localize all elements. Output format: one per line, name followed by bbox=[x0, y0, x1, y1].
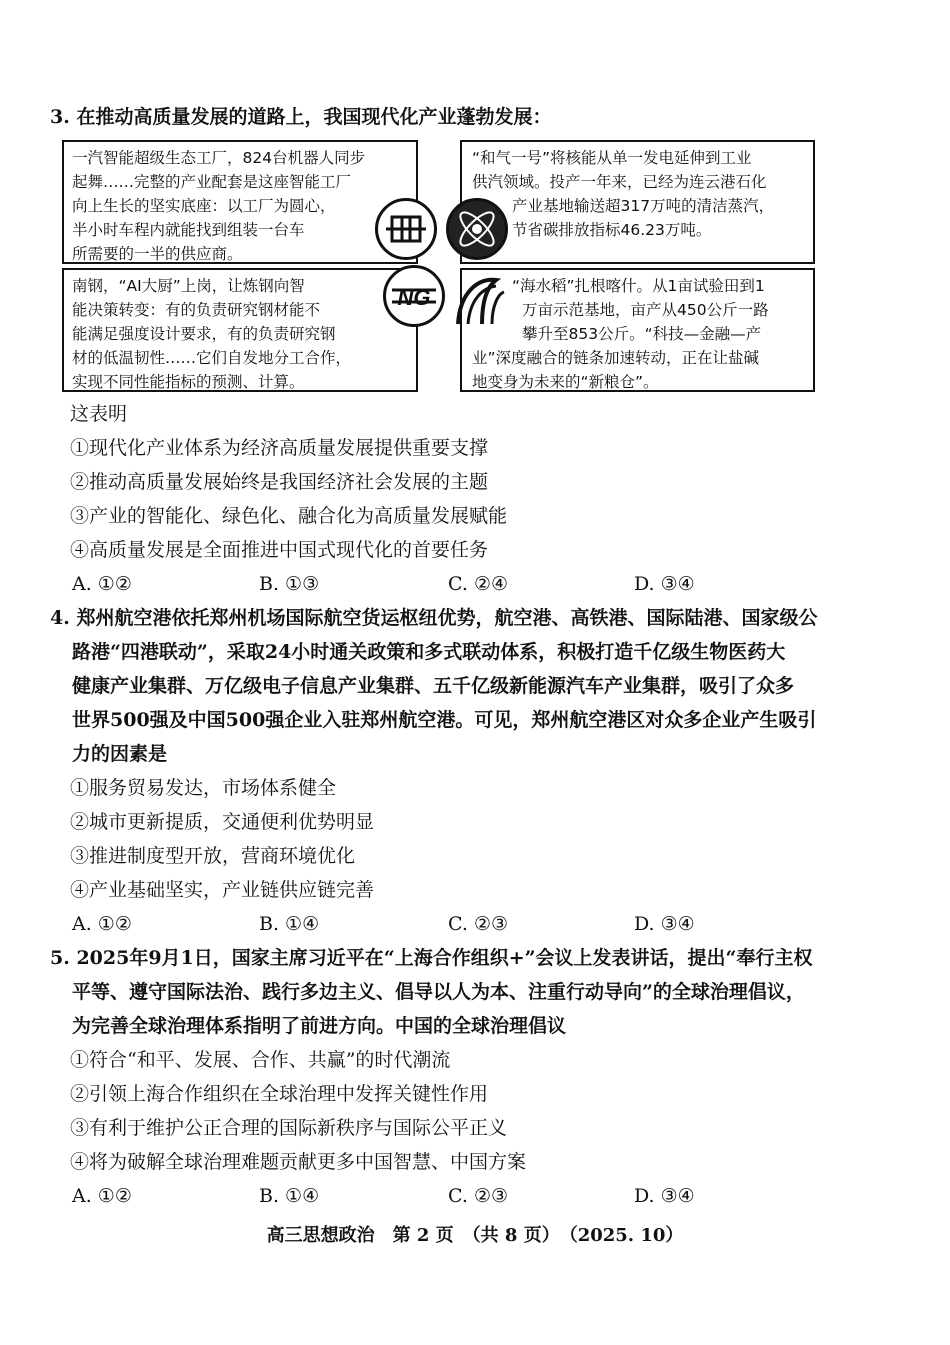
q4-stem-line: 路港“四港联动”，采取24小时通关政策和多式联动体系，积极打造千亿级生物医药大 bbox=[72, 641, 786, 663]
box-faw-line: 一汽智能超级生态工厂，824台机器人同步 bbox=[72, 149, 366, 167]
q4-option-b[interactable]: B. ①④ bbox=[259, 913, 320, 935]
q3-item: ③产业的智能化、绿色化、融合化为高质量发展赋能 bbox=[70, 505, 508, 527]
q3-item: ①现代化产业体系为经济高质量发展提供重要支撑 bbox=[70, 437, 489, 459]
q4-item: ④产业基础坚实，产业链供应链完善 bbox=[70, 879, 375, 901]
box-heqi bbox=[460, 140, 815, 264]
box-ng-line: 能满足强度设计要求，有的负责研究钢 bbox=[72, 325, 336, 343]
box-ng bbox=[62, 268, 418, 392]
box-faw-line: 所需要的一半的供应商。 bbox=[72, 245, 243, 263]
box-seawater-rice-line: 万亩示范基地，亩产从450公斤一路 bbox=[522, 301, 769, 319]
q5-item: ④将为破解全球治理难题贡献更多中国智慧、中国方案 bbox=[70, 1151, 527, 1173]
q4-option-c[interactable]: C. ②③ bbox=[448, 913, 509, 935]
q3-option-b[interactable]: B. ①③ bbox=[259, 573, 320, 595]
box-faw-line: 向上生长的坚实底座：以工厂为圆心， bbox=[72, 197, 336, 215]
q4-item: ①服务贸易发达，市场体系健全 bbox=[70, 777, 337, 799]
q5-stem-line: 5. 2025年9月1日，国家主席习近平在“上海合作组织+”会议上发表讲话，提出“奉行主权 bbox=[50, 947, 813, 969]
q5-option-c[interactable]: C. ②③ bbox=[448, 1185, 509, 1207]
q5-item: ②引领上海合作组织在全球治理中发挥关键性作用 bbox=[70, 1083, 489, 1105]
box-seawater-rice-line: 业”深度融合的链条加速转动，正在让盐碱 bbox=[472, 349, 760, 367]
atom-logo-icon bbox=[446, 198, 508, 260]
q3-option-d[interactable]: D. ③④ bbox=[634, 573, 695, 595]
q3-lead: 这表明 bbox=[70, 403, 128, 425]
faw-logo-icon bbox=[375, 198, 437, 260]
box-faw-line: 起舞……完整的产业配套是这座智能工厂 bbox=[72, 173, 352, 191]
q5-item: ③有利于维护公正合理的国际新秩序与国际公平正义 bbox=[70, 1117, 508, 1139]
q3-item: ④高质量发展是全面推进中国式现代化的首要任务 bbox=[70, 539, 489, 561]
q3-option-c[interactable]: C. ②④ bbox=[448, 573, 509, 595]
box-seawater-rice-line: 攀升至853公斤。“科技—金融—产 bbox=[522, 325, 762, 343]
nangang-logo-icon bbox=[383, 265, 445, 327]
box-ng-line: 南钢，“AI大厨”上岗，让炼钢向智 bbox=[72, 277, 305, 295]
box-heqi-line: 节省碳排放指标46.23万吨。 bbox=[512, 221, 712, 239]
q4-option-a[interactable]: A. ①② bbox=[72, 913, 132, 935]
q5-option-d[interactable]: D. ③④ bbox=[634, 1185, 695, 1207]
box-faw bbox=[62, 140, 418, 264]
q5-stem-line: 为完善全球治理体系指明了前进方向。中国的全球治理倡议 bbox=[72, 1015, 567, 1037]
box-seawater-rice-line: 地变身为未来的“新粮仓”。 bbox=[472, 373, 659, 391]
q4-item: ②城市更新提质，交通便利优势明显 bbox=[70, 811, 375, 833]
q4-item: ③推进制度型开放，营商环境优化 bbox=[70, 845, 356, 867]
box-ng-line: 实现不同性能指标的预测、计算。 bbox=[72, 373, 305, 391]
box-ng-line: 能决策转变：有的负责研究钢材能不 bbox=[72, 301, 321, 319]
q4-option-d[interactable]: D. ③④ bbox=[634, 913, 695, 935]
box-seawater-rice bbox=[460, 268, 815, 392]
q4-stem-line: 健康产业集群、万亿级电子信息产业集群、五千亿级新能源汽车产业集群，吸引了众多 bbox=[72, 675, 795, 697]
box-faw-line: 半小时车程内就能找到组装一台车 bbox=[72, 221, 305, 239]
box-heqi-line: 供汽领域。投产一年来，已经为连云港石化 bbox=[472, 173, 767, 191]
box-heqi-line: 产业基地输送超317万吨的清洁蒸汽， bbox=[512, 197, 775, 215]
box-seawater-rice-line: “海水稻”扎根喀什。从1亩试验田到1 bbox=[512, 277, 765, 295]
q5-option-b[interactable]: B. ①④ bbox=[259, 1185, 320, 1207]
q5-item: ①符合“和平、发展、合作、共赢”的时代潮流 bbox=[70, 1049, 451, 1071]
q3-option-a[interactable]: A. ①② bbox=[72, 573, 132, 595]
q3-item: ②推动高质量发展始终是我国经济社会发展的主题 bbox=[70, 471, 489, 493]
q4-stem-line: 世界500强及中国500强企业入驻郑州航空港。可见，郑州航空港区对众多企业产生吸引 bbox=[72, 709, 817, 731]
q5-stem-line: 平等、遵守国际法治、践行多边主义、倡导以人为本、注重行动导向”的全球治理倡议， bbox=[72, 981, 805, 1003]
box-ng-line: 材的低温韧性……它们自发地分工合作， bbox=[72, 349, 352, 367]
rice-logo-icon bbox=[452, 272, 508, 328]
page-footer: 高三思想政治 第 2 页 （共 8 页） （2025. 10） bbox=[266, 1225, 684, 1246]
box-heqi-line: “和气一号”将核能从单一发电延伸到工业 bbox=[472, 149, 752, 167]
q4-stem-line: 4. 郑州航空港依托郑州机场国际航空货运枢纽优势，航空港、高铁港、国际陆港、国家级公 bbox=[50, 607, 818, 629]
nangang-logo-text: NG bbox=[397, 285, 431, 310]
q4-stem-line: 力的因素是 bbox=[72, 743, 168, 765]
q3-stem: 3. 在推动高质量发展的道路上，我国现代化产业蓬勃发展： bbox=[50, 106, 552, 128]
q5-option-a[interactable]: A. ①② bbox=[72, 1185, 132, 1207]
